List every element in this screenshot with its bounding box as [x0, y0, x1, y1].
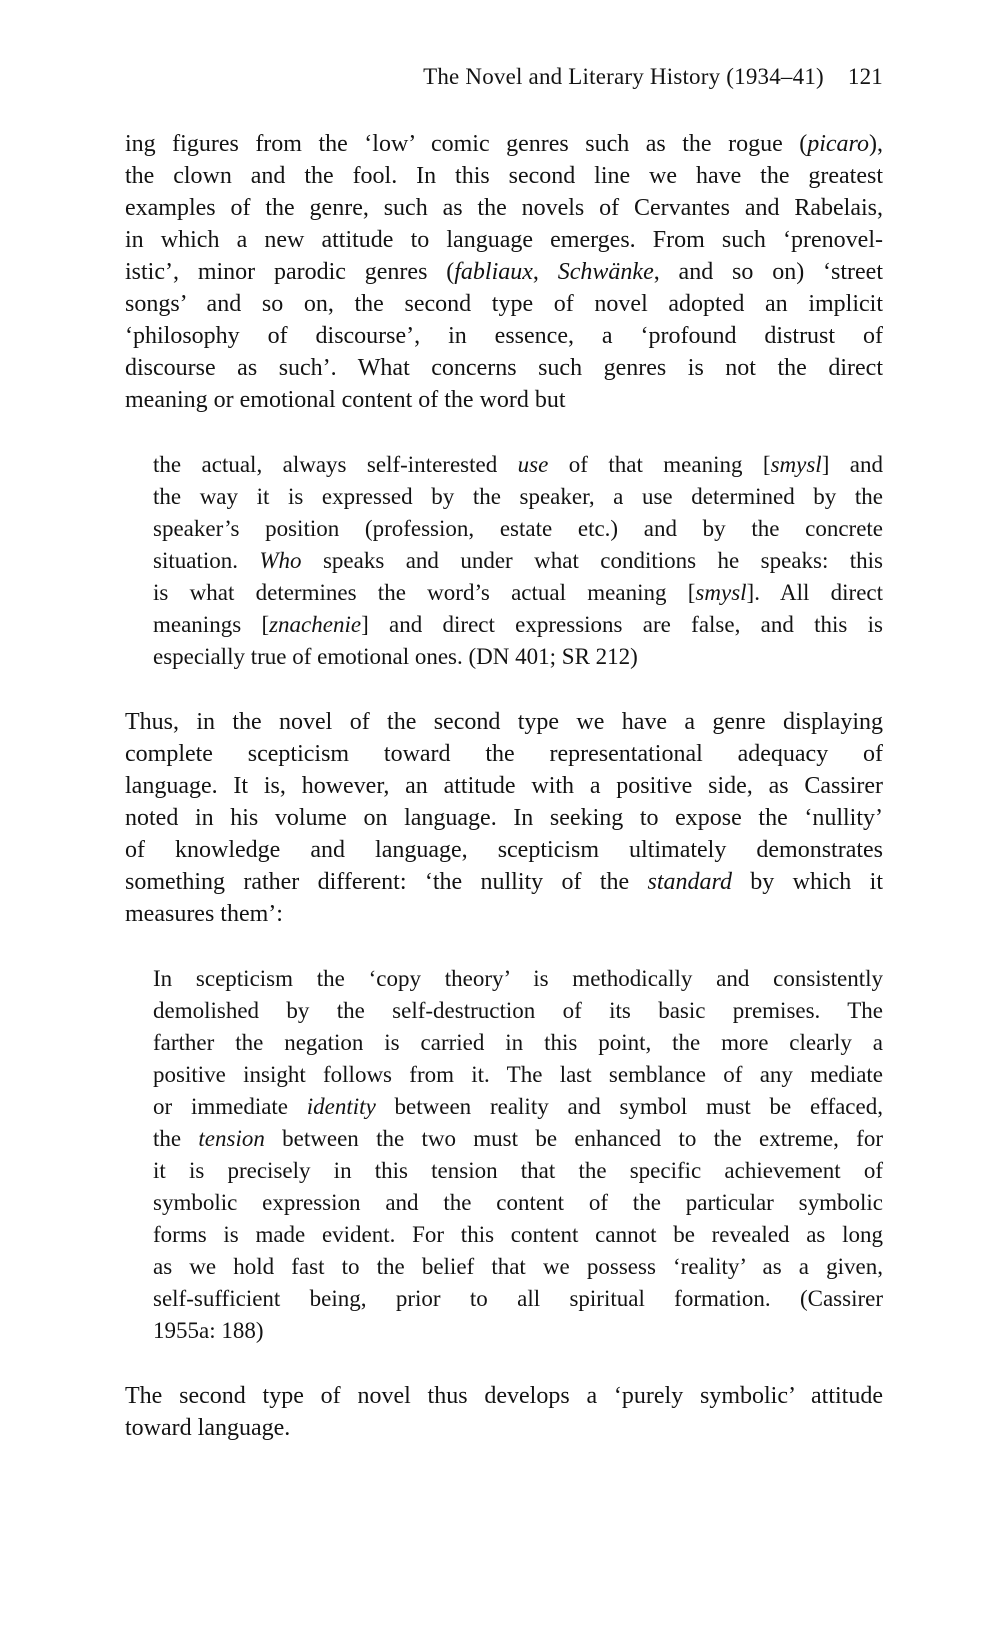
text-line	[125, 320, 883, 352]
text-segment: as we hold fast to the belief that we possess ‘reality’ as a given,	[153, 1254, 883, 1279]
text-line	[125, 384, 883, 416]
text-segment: complete scepticism toward the representational adequacy of	[125, 741, 883, 767]
page	[125, 0, 883, 1444]
text-line	[153, 995, 883, 1027]
block-quote	[125, 963, 883, 1347]
text-segment: meanings [	[153, 612, 270, 637]
body-paragraph	[125, 1380, 883, 1444]
text-segment: of knowledge and language, scepticism ultimately demonstrates	[125, 837, 883, 863]
text-segment: , and so on) ‘street	[653, 259, 884, 285]
text-segment: measures them’:	[125, 901, 283, 927]
page-number: 121	[847, 64, 883, 89]
text-segment: it is precisely in this tension that the specific achievement of	[153, 1158, 883, 1183]
body-paragraph	[125, 128, 883, 416]
text-segment: something rather different: ‘the nullity of the	[125, 869, 648, 895]
text-segment: istic’, minor parodic genres (	[125, 259, 455, 285]
text-line	[153, 481, 883, 513]
text-segment: In scepticism the ‘copy theory’ is methodically and consistently	[153, 966, 883, 991]
italic-text: picaro	[807, 131, 869, 157]
italic-text: use	[517, 452, 549, 477]
text-line	[153, 1123, 883, 1155]
text-segment: ] and	[821, 452, 883, 477]
text-segment: in which a new attitude to language emerges. From such ‘prenovel-	[125, 227, 883, 253]
text-line	[153, 1251, 883, 1283]
text-segment: songs’ and so on, the second type of novel adopted an implicit	[125, 291, 883, 317]
text-line	[153, 545, 883, 577]
text-segment: the actual, always self-interested	[153, 452, 518, 477]
text-line	[153, 1091, 883, 1123]
text-segment: speaks and under what conditions he speaks: this	[301, 548, 883, 573]
text-segment: farther the negation is carried in this point, the more clearly a	[153, 1030, 883, 1055]
text-segment: discourse as such’. What concerns such genres is not the direct	[125, 355, 883, 381]
running-head-title: The Novel and Literary History (1934–41)	[423, 64, 824, 89]
text-segment: symbolic expression and the content of the particular symbolic	[153, 1190, 883, 1215]
text-line	[125, 160, 883, 192]
text-segment: of that meaning [	[548, 452, 771, 477]
running-head	[125, 64, 883, 90]
text-segment: Thus, in the novel of the second type we have a genre displaying	[125, 709, 883, 735]
text-segment: is what determines the word’s actual meaning [	[153, 580, 696, 605]
text-segment: demolished by the self-destruction of its basic premises. The	[153, 998, 883, 1023]
italic-text: smysl	[770, 452, 822, 477]
text-line	[125, 352, 883, 384]
italic-text: fabliaux	[454, 259, 533, 285]
italic-text: smysl	[695, 580, 747, 605]
text-line	[125, 706, 883, 738]
text-segment: ]. All direct	[746, 580, 883, 605]
text-line	[153, 1219, 883, 1251]
text-segment: meaning or emotional content of the word but	[125, 387, 566, 413]
text-segment: language. It is, however, an attitude with a positive side, as Cassirer	[125, 773, 883, 799]
text-segment: ing figures from the ‘low’ comic genres such as the rogue (	[125, 131, 808, 157]
text-segment: toward language.	[125, 1415, 291, 1441]
text-segment: 1955a: 188)	[153, 1318, 264, 1343]
text-line	[125, 802, 883, 834]
text-line	[153, 1187, 883, 1219]
text-line	[125, 738, 883, 770]
text-line	[153, 1283, 883, 1315]
text-line	[125, 834, 883, 866]
text-segment: ,	[532, 259, 558, 285]
text-segment: situation.	[153, 548, 260, 573]
text-segment: examples of the genre, such as the novels of Cervantes and Rabelais,	[125, 195, 883, 221]
text-segment: the way it is expressed by the speaker, a use determined by the	[153, 484, 883, 509]
text-line	[125, 192, 883, 224]
text-segment: ‘philosophy of discourse’, in essence, a ‘profound distrust of	[125, 323, 883, 349]
text-line	[125, 1412, 883, 1444]
italic-text: Who	[259, 548, 302, 573]
text-line	[125, 898, 883, 930]
italic-text: identity	[306, 1094, 376, 1119]
text-segment: ),	[869, 131, 883, 157]
text-line	[125, 770, 883, 802]
text-line	[125, 128, 883, 160]
text-segment: between reality and symbol must be effaced,	[375, 1094, 883, 1119]
text-line	[125, 288, 883, 320]
text-segment: self-sufficient being, prior to all spiritual formation. (Cassirer	[153, 1286, 883, 1311]
text-segment: especially true of emotional ones. (DN 401; SR 212)	[153, 644, 638, 669]
text-segment: the clown and the fool. In this second line we have the greatest	[125, 163, 883, 189]
page-content	[125, 128, 883, 1444]
text-line	[153, 1027, 883, 1059]
text-line	[153, 1155, 883, 1187]
body-paragraph	[125, 706, 883, 930]
text-line	[153, 449, 883, 481]
text-line	[153, 641, 883, 673]
text-line	[153, 577, 883, 609]
text-segment: The second type of novel thus develops a ‘purely symbolic’ attitude	[125, 1383, 883, 1409]
text-line	[153, 1315, 883, 1347]
text-segment: by which it	[731, 869, 883, 895]
text-line	[153, 513, 883, 545]
italic-text: Schwänke	[557, 259, 654, 285]
text-line	[125, 224, 883, 256]
text-segment: ] and direct expressions are false, and this is	[361, 612, 883, 637]
text-line	[125, 1380, 883, 1412]
text-segment: between the two must be enhanced to the extreme, for	[264, 1126, 883, 1151]
text-segment: or immediate	[153, 1094, 307, 1119]
text-segment: noted in his volume on language. In seeking to expose the ‘nullity’	[125, 805, 883, 831]
text-segment: speaker’s position (profession, estate etc.) and by the concrete	[153, 516, 883, 541]
italic-text: tension	[198, 1126, 265, 1151]
block-quote	[125, 449, 883, 673]
text-line	[125, 866, 883, 898]
text-segment: forms is made evident. For this content cannot be revealed as long	[153, 1222, 883, 1247]
text-segment: positive insight follows from it. The last semblance of any mediate	[153, 1062, 883, 1087]
text-segment: the	[153, 1126, 199, 1151]
italic-text: znachenie	[269, 612, 362, 637]
text-line	[153, 963, 883, 995]
text-line	[153, 609, 883, 641]
text-line	[153, 1059, 883, 1091]
text-line	[125, 256, 883, 288]
italic-text: standard	[647, 869, 732, 895]
